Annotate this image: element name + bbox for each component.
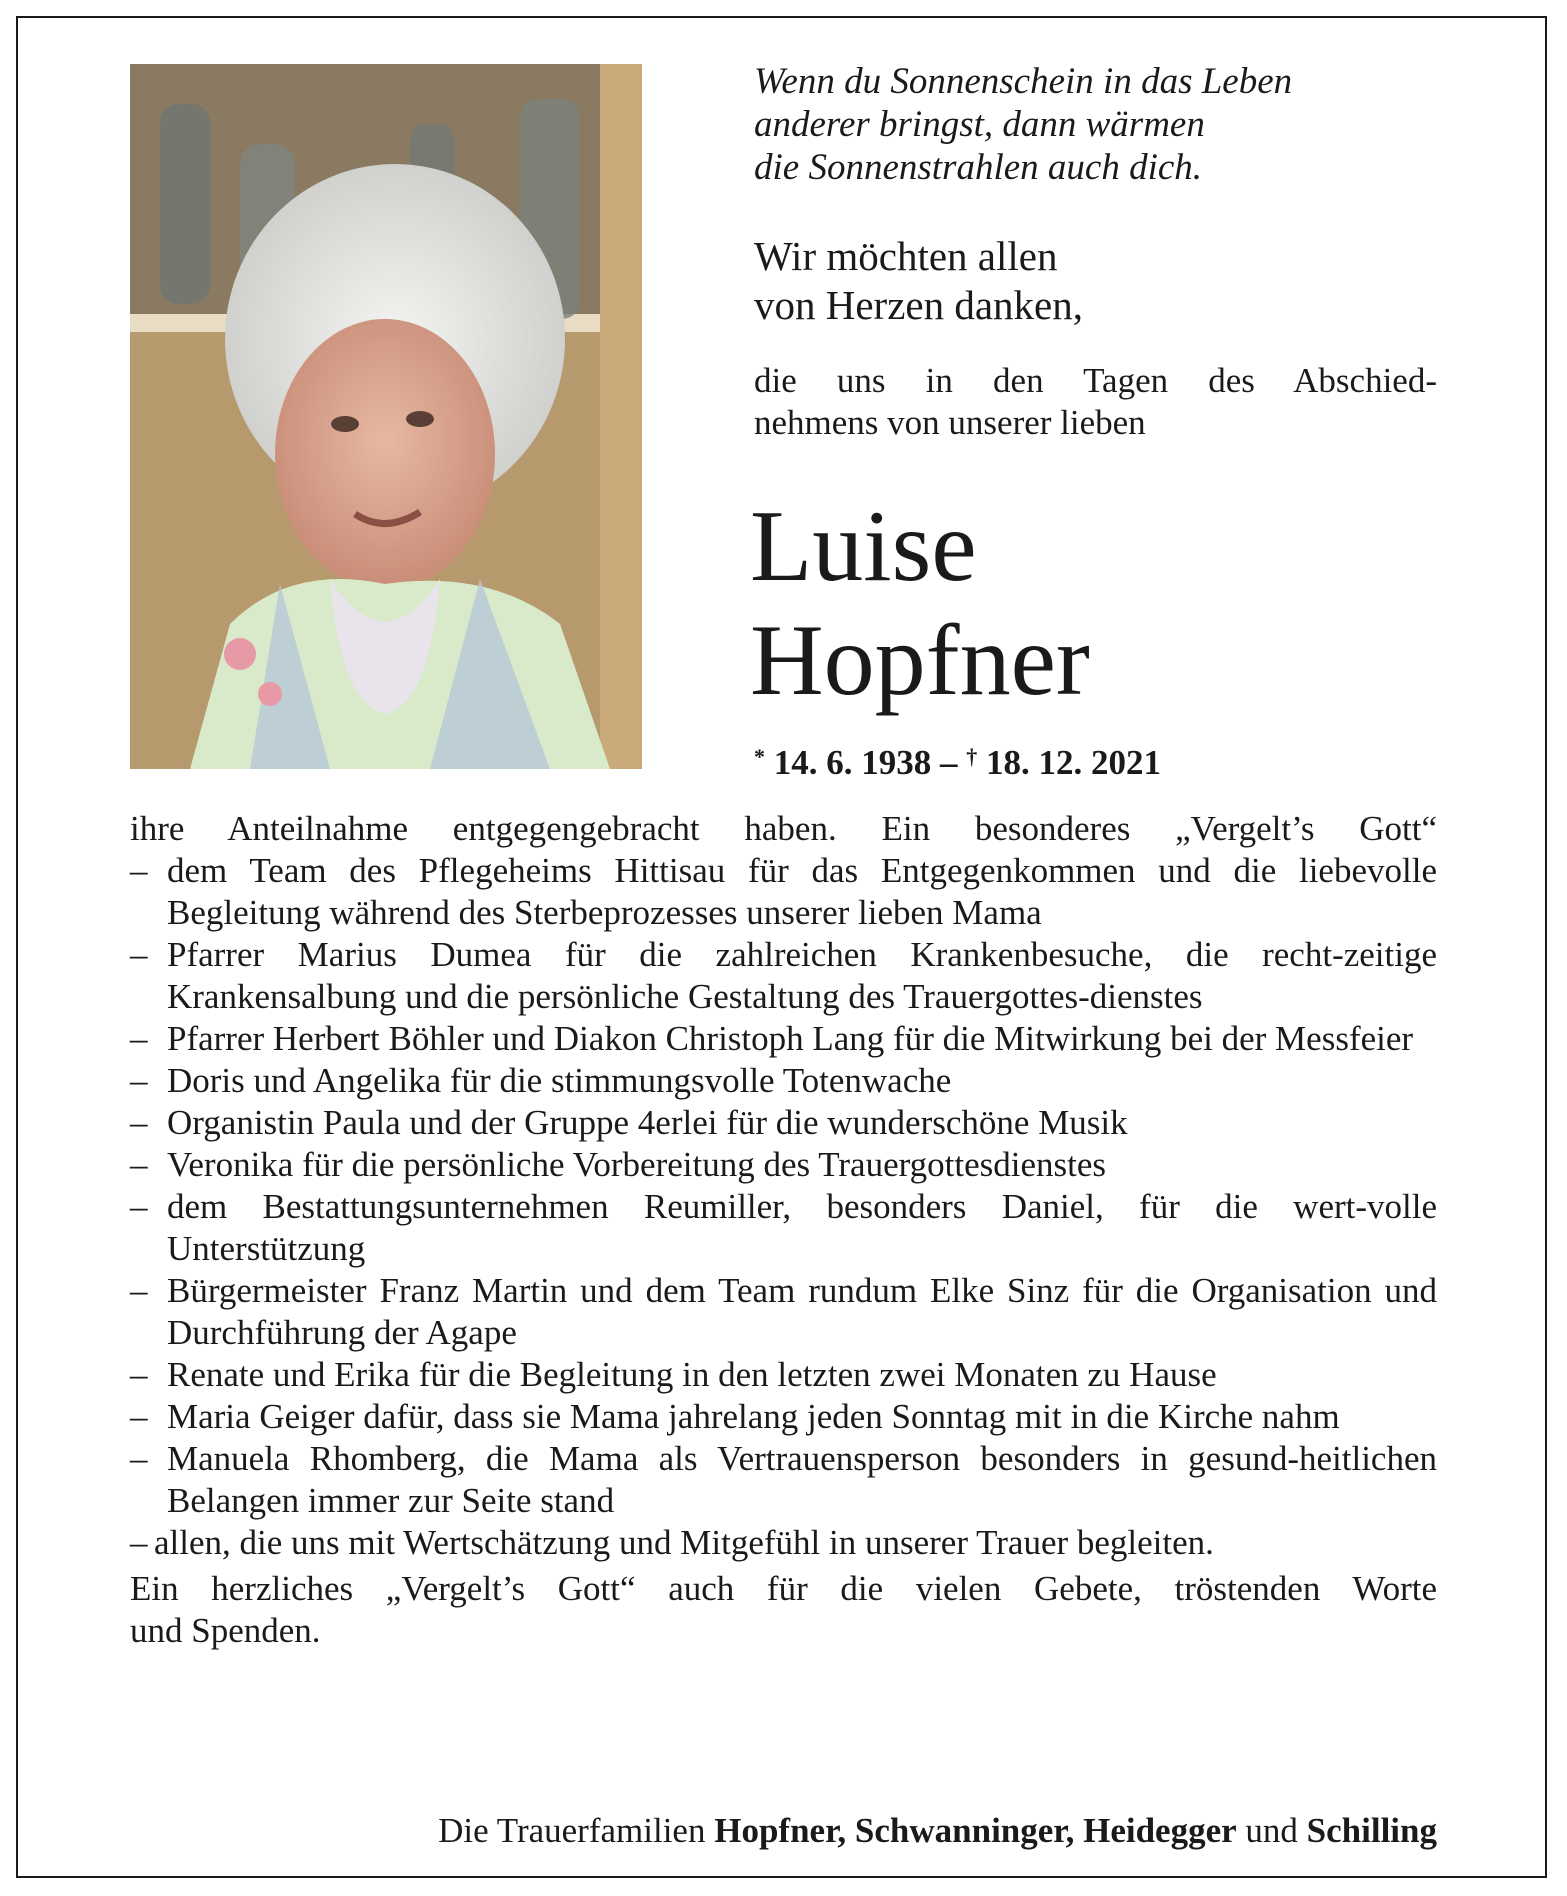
list-item: – Pfarrer Marius Dumea für die zahlreichen Krankenbesuche, die recht-zeitige Krankensalbung und die persönliche Gestaltung des Trauergottes-dienstes <box>130 934 1437 1018</box>
quote-line: anderer bringst, dann wärmen <box>754 104 1205 145</box>
closing-line: Ein herzliches „Vergelt’s Gott“ auch für die vielen Gebete, tröstenden Worte <box>130 1569 1437 1608</box>
quote-line: Wenn du Sonnenschein in das Leben <box>754 61 1293 102</box>
list-item: – Maria Geiger dafür, dass sie Mama jahrelang jeden Sonntag mit in die Kirche nahm <box>130 1396 1437 1438</box>
list-item: – dem Bestattungsunternehmen Reumiller, besonders Daniel, für die wert-volle Unterstützung <box>130 1186 1437 1270</box>
signature-conjunction: und <box>1245 1811 1298 1850</box>
list-item: – Organistin Paula und der Gruppe 4erlei für die wunderschöne Musik <box>130 1102 1437 1144</box>
deceased-name <box>750 490 1450 718</box>
birth-date: 14. 6. 1938 <box>773 743 932 782</box>
death-date: 18. 12. 2021 <box>986 743 1161 782</box>
thanks-line: Wir möchten allen <box>754 233 1058 279</box>
last-name: Hopfner <box>750 604 1090 717</box>
family-name: Schilling <box>1306 1811 1437 1850</box>
list-item: – Bürgermeister Franz Martin und dem Team rundum Elke Sinz für die Organisation und Durchführung der Agape <box>130 1270 1437 1354</box>
family-signature <box>168 1810 1437 1852</box>
intro-text <box>754 360 1437 444</box>
first-name: Luise <box>750 490 977 603</box>
list-item: – allen, die uns mit Wertschätzung und Mitgefühl in unserer Trauer begleiten. <box>130 1522 1437 1564</box>
motto-quote <box>754 60 1454 189</box>
opening-line: ihre Anteilnahme entgegengebracht haben. Ein besonderes „Vergelt’s Gott“ <box>130 809 1437 848</box>
birth-star-icon: * <box>754 744 765 769</box>
death-cross-icon: † <box>966 744 978 769</box>
list-item: – Pfarrer Herbert Böhler und Diakon Christoph Lang für die Mitwirkung bei der Messfeier <box>130 1018 1437 1060</box>
family-name: Heidegger <box>1083 1811 1237 1850</box>
closing-text <box>130 1568 1437 1652</box>
portrait-photo <box>130 64 642 769</box>
acknowledgement-body <box>130 808 1437 1652</box>
closing-line: und Spenden. <box>130 1611 321 1650</box>
intro-line: nehmens von unserer lieben <box>754 403 1146 442</box>
date-separator: – <box>940 743 958 782</box>
family-name: Schwanninger, <box>854 1811 1075 1850</box>
thanks-list <box>130 850 1437 1564</box>
quote-line: die Sonnenstrahlen auch dich. <box>754 147 1203 188</box>
thanks-heading <box>754 232 1454 330</box>
thanks-line: von Herzen danken, <box>754 282 1084 328</box>
family-name: Hopfner, <box>714 1811 847 1850</box>
list-item: – Renate und Erika für die Begleitung in den letzten zwei Monaten zu Hause <box>130 1354 1437 1396</box>
intro-line: die uns in den Tagen des Abschied- <box>754 361 1437 400</box>
list-item: – Manuela Rhomberg, die Mama als Vertrauensperson besonders in gesund-heitlichen Belangen immer zur Seite stand <box>130 1438 1437 1522</box>
signature-prefix: Die Trauerfamilien <box>438 1811 706 1850</box>
list-item: – Doris und Angelika für die stimmungsvolle Totenwache <box>130 1060 1437 1102</box>
list-item: – dem Team des Pflegeheims Hittisau für das Entgegenkommen und die liebevolle Begleitung während des Sterbeprozesses unserer lieben Mama <box>130 850 1437 934</box>
list-item: – Veronika für die persönliche Vorbereitung des Trauergottesdienstes <box>130 1144 1437 1186</box>
life-dates <box>754 736 1454 784</box>
